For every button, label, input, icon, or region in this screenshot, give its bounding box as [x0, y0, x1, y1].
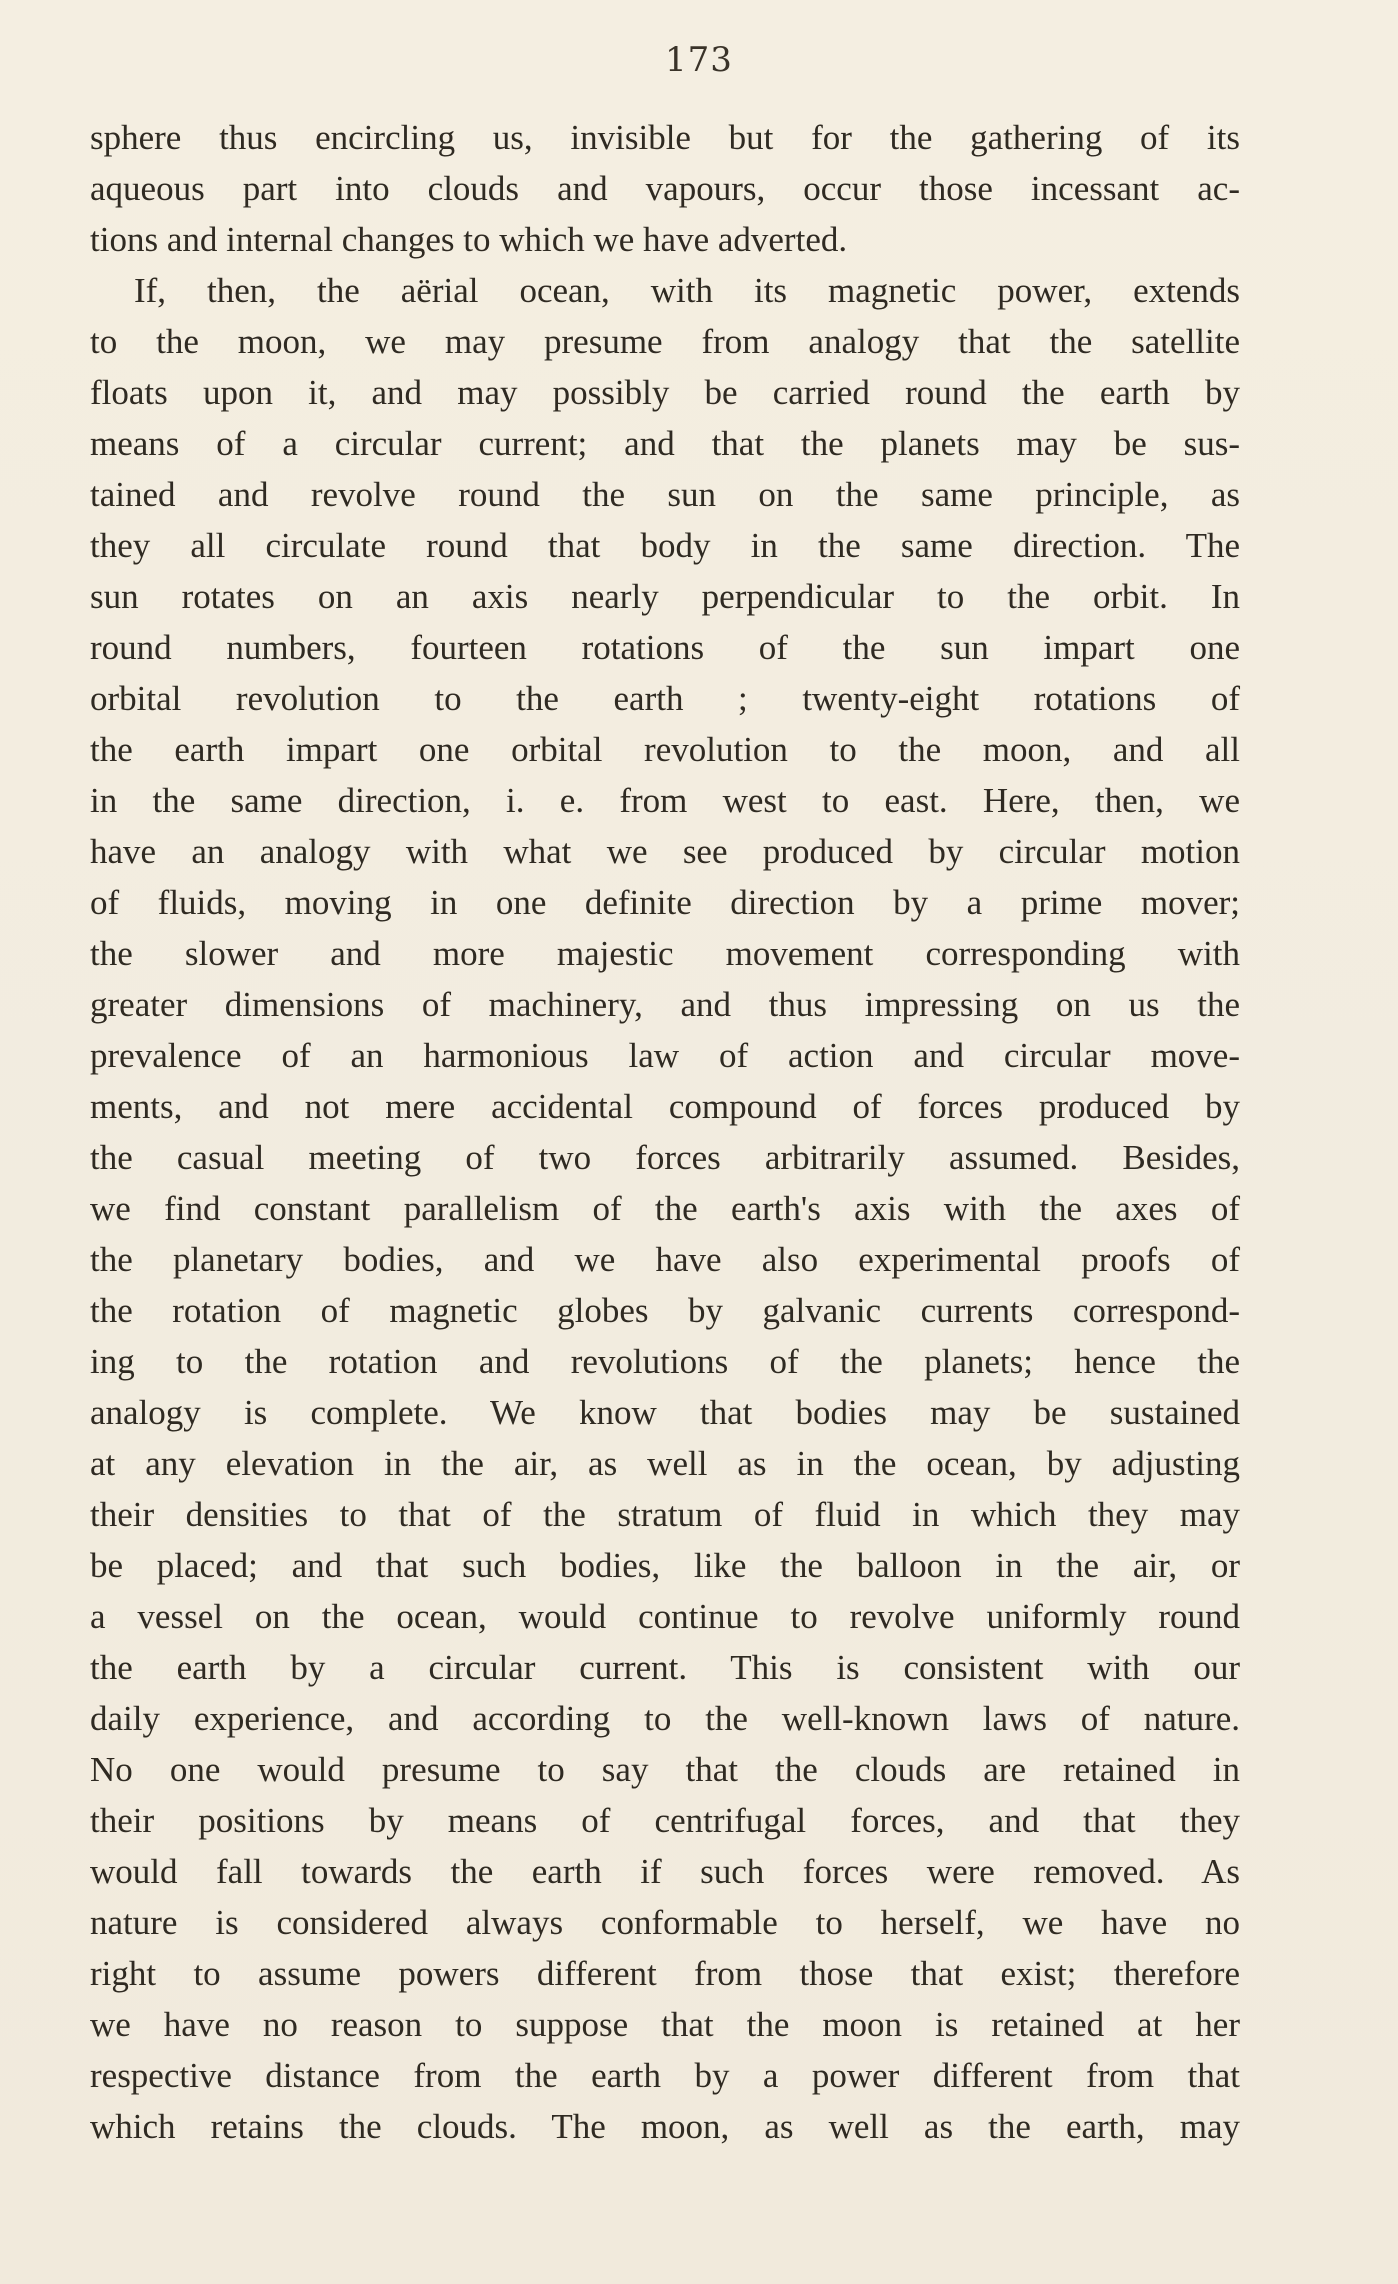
text-line: prevalence of an harmonious law of action and circular move-: [90, 1036, 1240, 1075]
text-line: aqueous part into clouds and vapours, occur those incessant ac-: [90, 169, 1240, 208]
text-line: we have no reason to suppose that the moon is retained at her: [90, 2005, 1240, 2044]
text-line: we find constant parallelism of the earth's axis with the axes of: [90, 1189, 1240, 1228]
text-line: the planetary bodies, and we have also experimental proofs of: [90, 1240, 1240, 1279]
text-line: analogy is complete. We know that bodies may be sustained: [90, 1393, 1240, 1432]
text-line: have an analogy with what we see produced by circular motion: [90, 832, 1240, 871]
text-line: respective distance from the earth by a power different from that: [90, 2056, 1240, 2095]
text-line: sphere thus encircling us, invisible but for the gathering of its: [90, 118, 1240, 157]
text-line: the earth by a circular current. This is consistent with our: [90, 1648, 1240, 1687]
text-line: their positions by means of centrifugal forces, and that they: [90, 1801, 1240, 1840]
text-line: sun rotates on an axis nearly perpendicular to the orbit. In: [90, 577, 1240, 616]
body-text: [90, 112, 1240, 2152]
text-line: orbital revolution to the earth ; twenty-eight rotations of: [90, 679, 1240, 718]
text-line: be placed; and that such bodies, like the balloon in the air, or: [90, 1546, 1240, 1585]
text-line: tions and internal changes to which we have adverted.: [90, 220, 848, 259]
text-line: right to assume powers different from those that exist; therefore: [90, 1954, 1240, 1993]
text-line: ments, and not mere accidental compound of forces produced by: [90, 1087, 1240, 1126]
text-line: No one would presume to say that the clouds are retained in: [90, 1750, 1240, 1789]
text-line: the slower and more majestic movement corresponding with: [90, 934, 1240, 973]
text-line: at any elevation in the air, as well as in the ocean, by adjusting: [90, 1444, 1240, 1483]
text-line: which retains the clouds. The moon, as well as the earth, may: [90, 2107, 1240, 2146]
text-line: the rotation of magnetic globes by galvanic currents correspond-: [90, 1291, 1240, 1330]
text-line: to the moon, we may presume from analogy that the satellite: [90, 322, 1240, 361]
text-line: a vessel on the ocean, would continue to revolve uniformly round: [90, 1597, 1240, 1636]
text-line: greater dimensions of machinery, and thus impressing on us the: [90, 985, 1240, 1024]
text-line: the casual meeting of two forces arbitrarily assumed. Besides,: [90, 1138, 1240, 1177]
text-line: round numbers, fourteen rotations of the sun impart one: [90, 628, 1240, 667]
text-line: would fall towards the earth if such forces were removed. As: [90, 1852, 1240, 1891]
text-line: If, then, the aërial ocean, with its magnetic power, extends: [134, 271, 1240, 310]
text-line: nature is considered always conformable to herself, we have no: [90, 1903, 1240, 1942]
text-line: floats upon it, and may possibly be carried round the earth by: [90, 373, 1240, 412]
text-line: means of a circular current; and that the planets may be sus-: [90, 424, 1240, 463]
text-line: their densities to that of the stratum of fluid in which they may: [90, 1495, 1240, 1534]
text-line: ing to the rotation and revolutions of the planets; hence the: [90, 1342, 1240, 1381]
text-line: tained and revolve round the sun on the same principle, as: [90, 475, 1240, 514]
text-line: in the same direction, i. e. from west to east. Here, then, we: [90, 781, 1240, 820]
text-line: of fluids, moving in one definite direction by a prime mover;: [90, 883, 1240, 922]
text-line: the earth impart one orbital revolution to the moon, and all: [90, 730, 1240, 769]
text-line: they all circulate round that body in the same direction. The: [90, 526, 1240, 565]
page-number: 173: [665, 40, 733, 80]
text-line: daily experience, and according to the well-known laws of nature.: [90, 1699, 1240, 1738]
